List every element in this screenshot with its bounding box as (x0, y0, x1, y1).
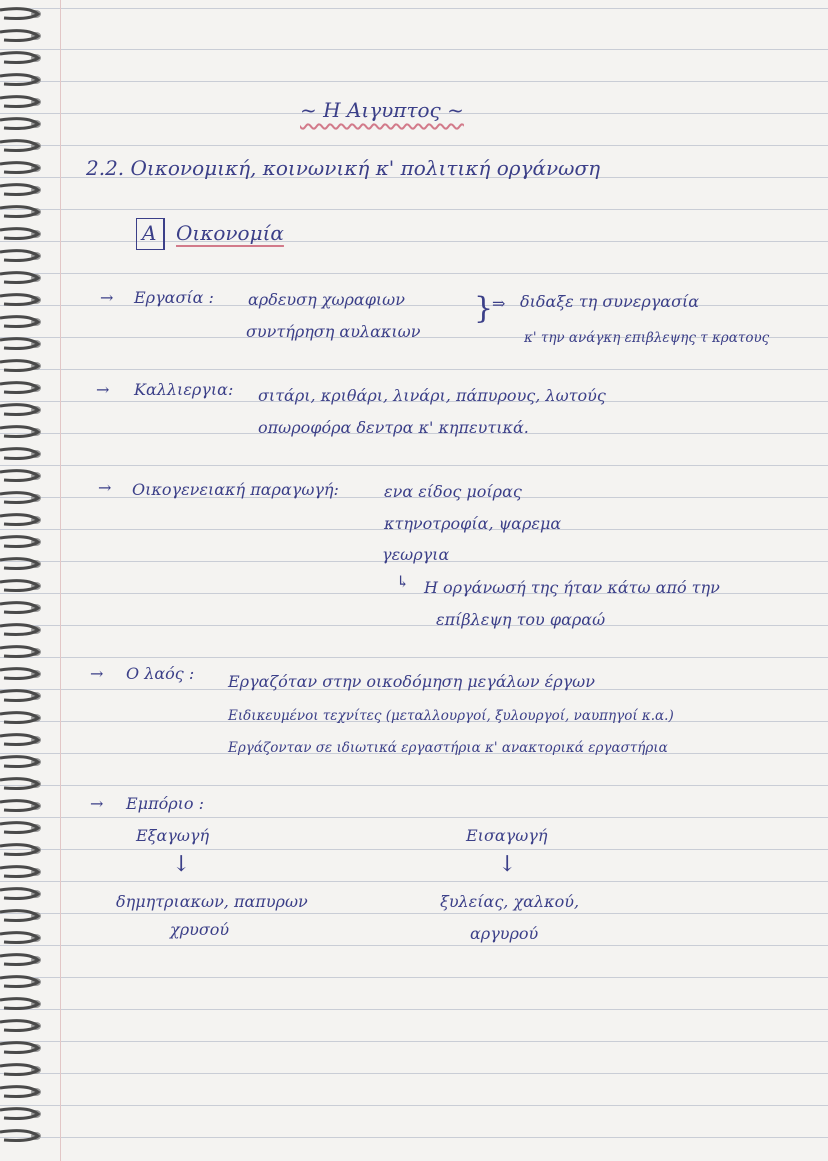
subsection-letter: A (142, 221, 157, 245)
brace-icon: } (474, 291, 494, 326)
arrow-icon: → (98, 478, 112, 497)
oikogeneiaki-line-1: ενα είδος μοίρας (384, 482, 522, 501)
margin-line (60, 0, 61, 1161)
oikogeneiaki-note-1: Η οργάνωσή της ήταν κάτω από την (424, 578, 720, 597)
kalliergia-line-1: σιτάρι, κριθάρι, λινάρι, πάπυρους, λωτούς (258, 386, 606, 405)
arrow-icon: → (96, 380, 110, 399)
down-arrow-icon: ↓ (172, 852, 191, 877)
ergasia-result-1: διδαξε τη συνεργασία (520, 292, 700, 311)
spiral-binding (0, 0, 58, 1161)
laos-label: Ο λαός : (126, 664, 195, 683)
ergasia-result-2: κ' την ανάγκη επιβλεψης τ κρατους (524, 330, 770, 346)
import-label: Εισαγωγή (466, 826, 548, 845)
export-item-2: χρυσού (170, 920, 230, 939)
oikogeneiaki-note-2: επίβλεψη του φαραώ (436, 610, 606, 629)
laos-line-2: Ειδικευμένοι τεχνίτες (μεταλλουργοί, ξυλουργοί, ναυπηγοί κ.α.) (228, 708, 674, 724)
arrow-icon: → (90, 664, 104, 683)
return-arrow-icon: ↳ (396, 572, 410, 591)
export-label: Εξαγωγή (136, 826, 210, 845)
import-item-1: ξυλείας, χαλκού, (440, 892, 580, 911)
ergasia-label: Εργασία : (134, 288, 214, 307)
laos-line-1: Εργαζόταν στην οικοδόμηση μεγάλων έργων (228, 672, 595, 691)
ergasia-line-1: αρδευση χωραφιων (248, 290, 405, 309)
page-title: ~ Η Αιγυπτος ~ (300, 98, 464, 122)
oikogeneiaki-line-3: γεωργια (382, 545, 450, 564)
down-arrow-icon: ↓ (498, 852, 517, 877)
ergasia-line-2: συντήρηση αυλακιων (246, 322, 421, 341)
kalliergia-line-2: οπωροφόρα δεντρα κ' κηπευτικά. (258, 418, 529, 437)
laos-line-3: Εργάζονταν σε ιδιωτικά εργαστήρια κ' ανακτορικά εργαστήρια (228, 740, 668, 756)
import-item-2: αργυρού (470, 924, 539, 943)
arrow-icon: → (100, 288, 114, 307)
implies-arrow-icon: ⇒ (492, 294, 506, 313)
kalliergia-label: Καλλιεργια: (134, 380, 234, 399)
export-item-1: δημητριακων, παπυρων (116, 892, 308, 911)
oikogeneiaki-line-2: κτηνοτροφία, ψαρεμα (384, 514, 562, 533)
oikogeneiaki-label: Οικογενειακή παραγωγή: (132, 480, 339, 499)
arrow-icon: → (90, 794, 104, 813)
subsection-label: Οικονομία (176, 221, 284, 245)
section-heading: 2.2. Οικονομική, κοινωνική κ' πολιτική οργάνωση (86, 156, 601, 180)
emporio-label: Εμπόριο : (126, 794, 205, 813)
